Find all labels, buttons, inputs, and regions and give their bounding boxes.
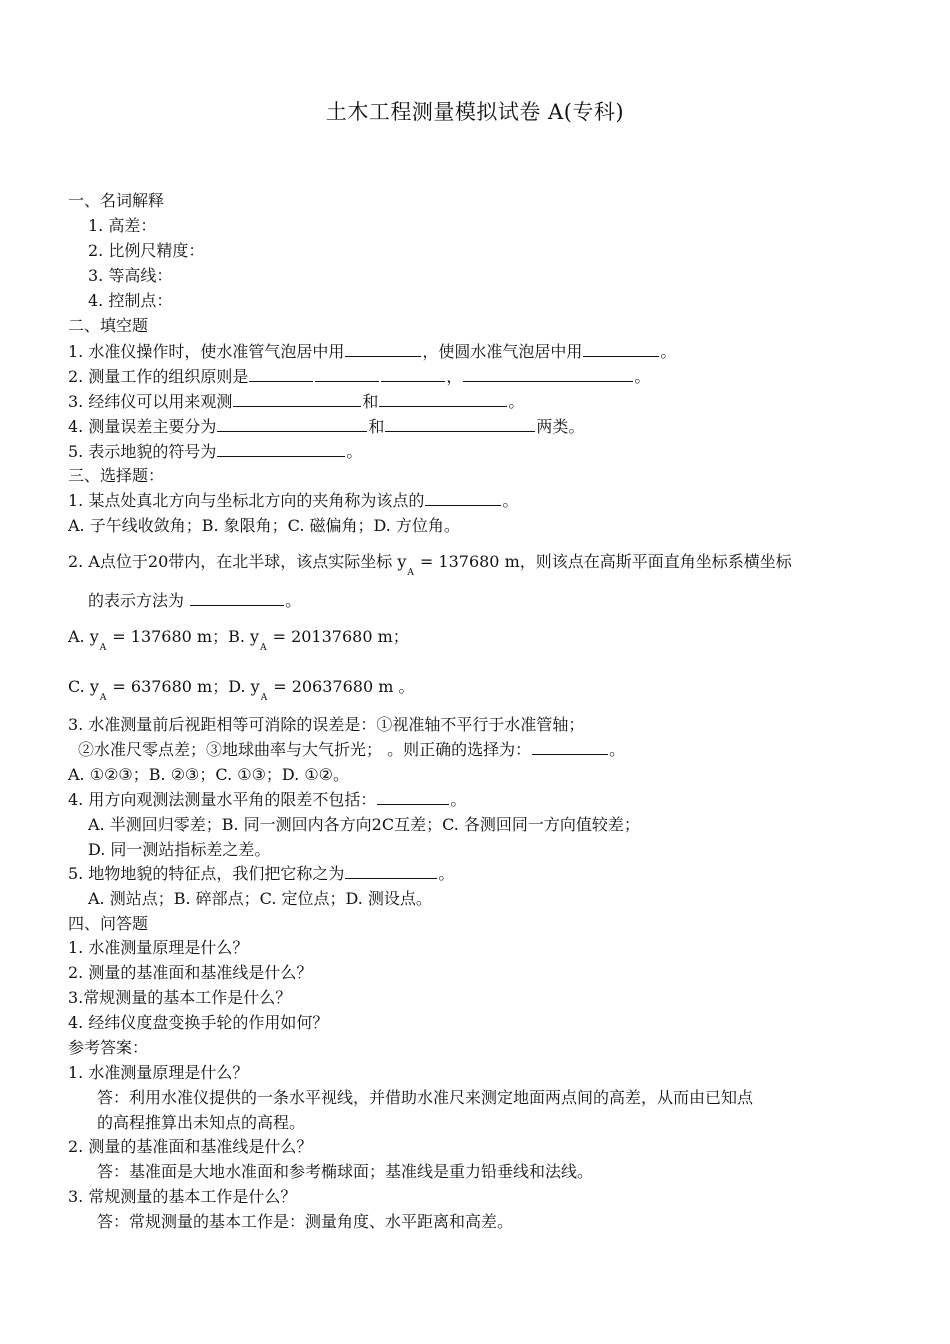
choice-question-4: 4. 用方向观测法测量水平角的限差不包括： 。: [68, 790, 467, 809]
answer-text-1a: 答：利用水准仪提供的一条水平视线，并借助水准尺来测定地面两点间的高差，从而由已知点: [97, 1088, 754, 1107]
answer-blank[interactable]: [463, 380, 633, 382]
answer-blank[interactable]: [345, 355, 421, 357]
answer-text-2: 答：基准面是大地水准面和参考椭球面；基准线是重力铅垂线和法线。: [97, 1162, 594, 1181]
answer-blank[interactable]: [381, 380, 445, 382]
fill-question-3: 3. 经纬仪可以用来观测 和 。: [68, 392, 525, 411]
answers-heading: 参考答案：: [68, 1038, 149, 1057]
answer-question-2: 2. 测量的基准面和基准线是什么？: [68, 1137, 313, 1156]
qa-item: 3.常规测量的基本工作是什么？: [68, 988, 292, 1007]
term-item: 1. 高差：: [88, 216, 157, 235]
choice-question-1: 1. 某点处真北方向与坐标北方向的夹角称为该点的 。: [68, 491, 519, 510]
choice-options-2-cd: C. $y_A= 637680$ m；D. $y_A= 20637680$ m 。: [68, 677, 415, 703]
answer-blank[interactable]: [249, 380, 313, 382]
answer-blank[interactable]: [425, 504, 501, 506]
choice-question-5: 5. 地物地貌的特征点，我们把它称之为 。: [68, 864, 455, 883]
answer-blank[interactable]: [315, 380, 379, 382]
choice-question-2-cont: 的表示方法为 。: [88, 591, 302, 610]
section-heading-terms: 一、名词解释: [68, 191, 165, 210]
answer-blank[interactable]: [233, 405, 361, 407]
fill-question-5: 5. 表示地貌的符号为 。: [68, 442, 363, 461]
answer-blank[interactable]: [532, 753, 608, 755]
choice-question-2: 2. A点位于20带内，在北半球，该点实际坐标 $y_A= 137680$ m，则该点在高斯平面直角坐标系横坐标: [68, 552, 792, 578]
answer-blank[interactable]: [377, 803, 449, 805]
term-item: 4. 控制点：: [88, 291, 173, 310]
answer-blank[interactable]: [217, 430, 367, 432]
qa-item: 2. 测量的基准面和基准线是什么？: [68, 963, 313, 982]
fill-question-4: 4. 测量误差主要分为 和 两类。: [68, 417, 585, 436]
answer-blank[interactable]: [217, 455, 345, 457]
answer-blank[interactable]: [190, 604, 284, 606]
section-heading-qa: 四、问答题: [68, 914, 149, 933]
section-heading-fill: 二、填空题: [68, 316, 149, 335]
choice-options-3: A. ①②③；B. ②③；C. ①③；D. ①②。: [68, 765, 350, 784]
choice-options-1: A. 子午线收敛角；B. 象限角；C. 磁偏角；D. 方位角。: [68, 516, 460, 535]
answer-text-3: 答：常规测量的基本工作是：测量角度、水平距离和高差。: [97, 1212, 514, 1231]
answer-blank[interactable]: [583, 355, 659, 357]
choice-options-2-ab: A. $y_A= 137680$ m；B. $y_A= 20137680$ m；: [68, 627, 409, 653]
fill-question-1: 1. 水准仪操作时，使水准管气泡居中用 ，使圆水准气泡居中用 。: [68, 342, 677, 361]
answer-blank[interactable]: [385, 430, 535, 432]
answer-text-1b: 的高程推算出未知点的高程。: [97, 1113, 306, 1132]
answer-question-1: 1. 水准测量原理是什么？: [68, 1063, 249, 1082]
choice-options-4b: D. 同一测站指标差之差。: [88, 840, 271, 859]
qa-item: 1. 水准测量原理是什么？: [68, 938, 249, 957]
page-title: 土木工程测量模拟试卷 A(专科): [325, 100, 625, 124]
choice-question-3-cont: ②水准尺零点差；③地球曲率与大气折光； 。则正确的选择为： 。: [78, 740, 626, 759]
qa-item: 4. 经纬仪度盘变换手轮的作用如何？: [68, 1013, 329, 1032]
answer-question-3: 3. 常规测量的基本工作是什么？: [68, 1187, 297, 1206]
fill-question-2: 2. 测量工作的组织原则是 ， 。: [68, 367, 651, 386]
choice-options-4a: A. 半测回归零差；B. 同一测回内各方向2C互差；C. 各测回同一方向值较差；: [88, 815, 640, 834]
answer-blank[interactable]: [379, 405, 507, 407]
term-item: 3. 等高线：: [88, 266, 173, 285]
choice-options-5: A. 测站点；B. 碎部点；C. 定位点；D. 测设点。: [88, 889, 432, 908]
answer-blank[interactable]: [345, 877, 437, 879]
term-item: 2. 比例尺精度：: [88, 241, 205, 260]
choice-question-3: 3. 水准测量前后视距相等可消除的误差是：①视准轴不平行于水准管轴；: [68, 715, 585, 734]
section-heading-choice: 三、选择题：: [68, 466, 165, 485]
